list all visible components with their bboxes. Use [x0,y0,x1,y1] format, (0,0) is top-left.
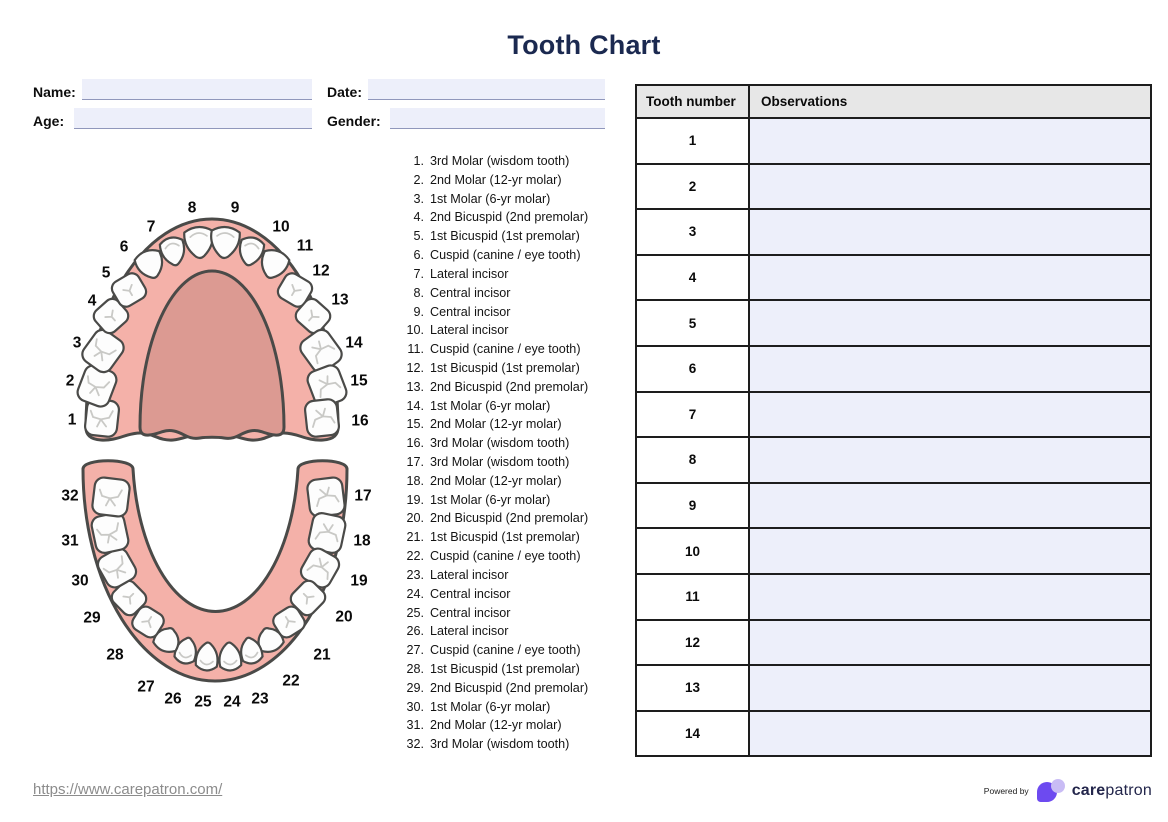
tooth-number-cell: 12 [636,620,749,666]
tooth-list-item: 30. 1st Molar (6-yr molar) [406,699,551,714]
observation-cell[interactable] [749,620,1151,666]
tooth-number-label: 3 [72,334,82,352]
tooth-number-label: 6 [119,238,129,256]
lower-arch-diagram [50,455,380,720]
tooth-list-item: 21. 1st Bicuspid (1st premolar) [406,530,580,545]
observation-cell[interactable] [749,574,1151,620]
tooth-number-cell: 3 [636,209,749,255]
tooth-list-item: 7. Lateral incisor [413,266,509,281]
observations-table [635,84,1152,757]
carepatron-logo-icon [1036,779,1068,803]
tooth-number-label: 5 [101,264,111,282]
tooth-list-item: 2. 2nd Molar (12-yr molar) [413,172,562,187]
carepatron-link[interactable]: https://www.carepatron.com/ [33,781,223,798]
observation-cell[interactable] [749,346,1151,392]
name-input[interactable] [82,79,312,100]
tooth-number-cell: 11 [636,574,749,620]
table-row [636,118,1151,164]
tooth-number-label: 1 [67,411,77,429]
tooth-number-label: 2 [65,372,75,390]
tooth-list-item: 13. 2nd Bicuspid (2nd premolar) [406,379,589,394]
table-row [636,711,1151,757]
tooth-shape [306,477,345,518]
date-label: Date: [327,84,363,100]
tooth-number-label: 31 [61,532,79,550]
observation-cell[interactable] [749,665,1151,711]
table-row [636,300,1151,346]
observation-cell[interactable] [749,392,1151,438]
tooth-number-label: 22 [282,672,300,690]
tooth-shape [90,511,130,554]
observation-cell[interactable] [749,209,1151,255]
tooth-list-item: 3. 1st Molar (6-yr molar) [413,191,551,206]
tooth-number-label: 7 [146,218,156,236]
tooth-list-item: 27. Cuspid (canine / eye tooth) [406,643,581,658]
tooth-name-list [399,152,631,754]
tooth-list-item: 9. Central incisor [413,304,511,319]
tooth-number-label: 16 [351,412,369,430]
observation-cell[interactable] [749,118,1151,164]
tooth-number-cell: 6 [636,346,749,392]
tooth-number-label: 21 [313,646,331,664]
tooth-number-label: 28 [106,646,124,664]
date-input[interactable] [368,79,605,100]
tooth-list-item: 16. 3rd Molar (wisdom tooth) [406,436,570,451]
tooth-number-label: 9 [230,199,240,217]
tooth-list-item: 23. Lateral incisor [406,567,509,582]
observation-cell[interactable] [749,437,1151,483]
tooth-list-item: 12. 1st Bicuspid (1st premolar) [406,360,580,375]
observation-cell[interactable] [749,528,1151,574]
observation-cell[interactable] [749,164,1151,210]
tooth-list-item: 29. 2nd Bicuspid (2nd premolar) [406,680,589,695]
tooth-number-label: 14 [345,334,363,352]
table-row [636,392,1151,438]
tooth-number-cell: 7 [636,392,749,438]
tooth-list-item: 11. Cuspid (canine / eye tooth) [407,342,581,357]
observations-header: Observations [749,85,1151,118]
observation-cell[interactable] [749,711,1151,757]
tooth-list-item: 24. Central incisor [406,586,511,601]
gender-input[interactable] [390,108,605,129]
tooth-number-cell: 8 [636,437,749,483]
tooth-list-item: 18. 2nd Molar (12-yr molar) [406,473,562,488]
tooth-list-item: 19. 1st Molar (6-yr molar) [406,492,551,507]
tooth-list-item: 26. Lateral incisor [406,624,509,639]
table-row [636,209,1151,255]
age-input[interactable] [74,108,312,129]
tooth-list-item: 17. 3rd Molar (wisdom tooth) [406,455,570,469]
tooth-number-cell: 5 [636,300,749,346]
tooth-number-cell: 9 [636,483,749,529]
table-row [636,164,1151,210]
tooth-number-label: 20 [335,608,353,626]
tooth-list-item: 32. 3rd Molar (wisdom tooth) [406,737,570,752]
tooth-number-label: 8 [187,199,197,217]
tooth-number-label: 13 [331,291,349,309]
tooth-list-item: 15. 2nd Molar (12-yr molar) [406,417,562,432]
observation-cell[interactable] [749,300,1151,346]
tooth-number-cell: 4 [636,255,749,301]
tooth-list-item: 5. 1st Bicuspid (1st premolar) [413,229,580,244]
tooth-number-label: 26 [164,690,182,708]
gender-label: Gender: [327,113,381,129]
tooth-number-label: 25 [194,693,212,711]
tooth-number-cell: 1 [636,118,749,164]
tooth-list-item: 4. 2nd Bicuspid (2nd premolar) [413,210,589,225]
tooth-list-item: 31. 2nd Molar (12-yr molar) [406,718,562,733]
observation-cell[interactable] [749,255,1151,301]
tooth-number-cell: 13 [636,665,749,711]
branding [984,779,1152,803]
table-row [636,483,1151,529]
tooth-list-item: 25. Central incisor [406,605,511,620]
name-label: Name: [33,84,76,100]
tooth-number-label: 24 [223,693,241,711]
tooth-list-item: 14. 1st Molar (6-yr molar) [406,398,551,413]
tooth-shape [304,398,340,437]
tooth-shape [91,477,130,518]
tooth-number-label: 18 [353,532,371,550]
tooth-shape [307,511,347,554]
tooth-number-cell: 14 [636,711,749,757]
tooth-number-label: 15 [350,372,368,390]
tooth-list-item: 20. 2nd Bicuspid (2nd premolar) [406,511,589,526]
table-row [636,574,1151,620]
table-row [636,346,1151,392]
tooth-list-item: 28. 1st Bicuspid (1st premolar) [406,661,580,676]
tooth-number-label: 12 [312,262,330,280]
table-row [636,255,1151,301]
observations-table-body [636,118,1151,756]
tooth-number-header: Tooth number [636,85,749,118]
tooth-list-item: 6. Cuspid (canine / eye tooth) [413,248,581,263]
tooth-number-label: 32 [61,487,79,505]
tooth-list-item: 22. Cuspid (canine / eye tooth) [406,549,581,564]
tooth-list-item: 8. Central incisor [413,285,511,300]
brand-wordmark: carepatron [1071,782,1152,799]
tooth-list-item: 10. Lateral incisor [406,323,509,338]
table-row [636,665,1151,711]
observation-cell[interactable] [749,483,1151,529]
upper-arch-diagram [55,195,375,445]
page-title: Tooth Chart [507,30,661,60]
tooth-number-label: 10 [272,218,290,236]
table-row [636,437,1151,483]
tooth-list-item: 1. 3rd Molar (wisdom tooth) [413,154,570,168]
tooth-number-label: 17 [354,487,372,505]
tooth-number-label: 19 [350,572,368,590]
tooth-number-label: 27 [137,678,155,696]
tooth-number-cell: 10 [636,528,749,574]
table-row [636,528,1151,574]
tooth-number-label: 23 [251,690,269,708]
table-row [636,620,1151,666]
tooth-number-label: 29 [83,609,101,627]
tooth-number-label: 4 [87,292,97,310]
tooth-number-cell: 2 [636,164,749,210]
powered-by-label: Powered by [983,786,1029,796]
tooth-number-label: 11 [296,237,314,255]
age-label: Age: [33,113,65,129]
tooth-number-label: 30 [71,572,89,590]
